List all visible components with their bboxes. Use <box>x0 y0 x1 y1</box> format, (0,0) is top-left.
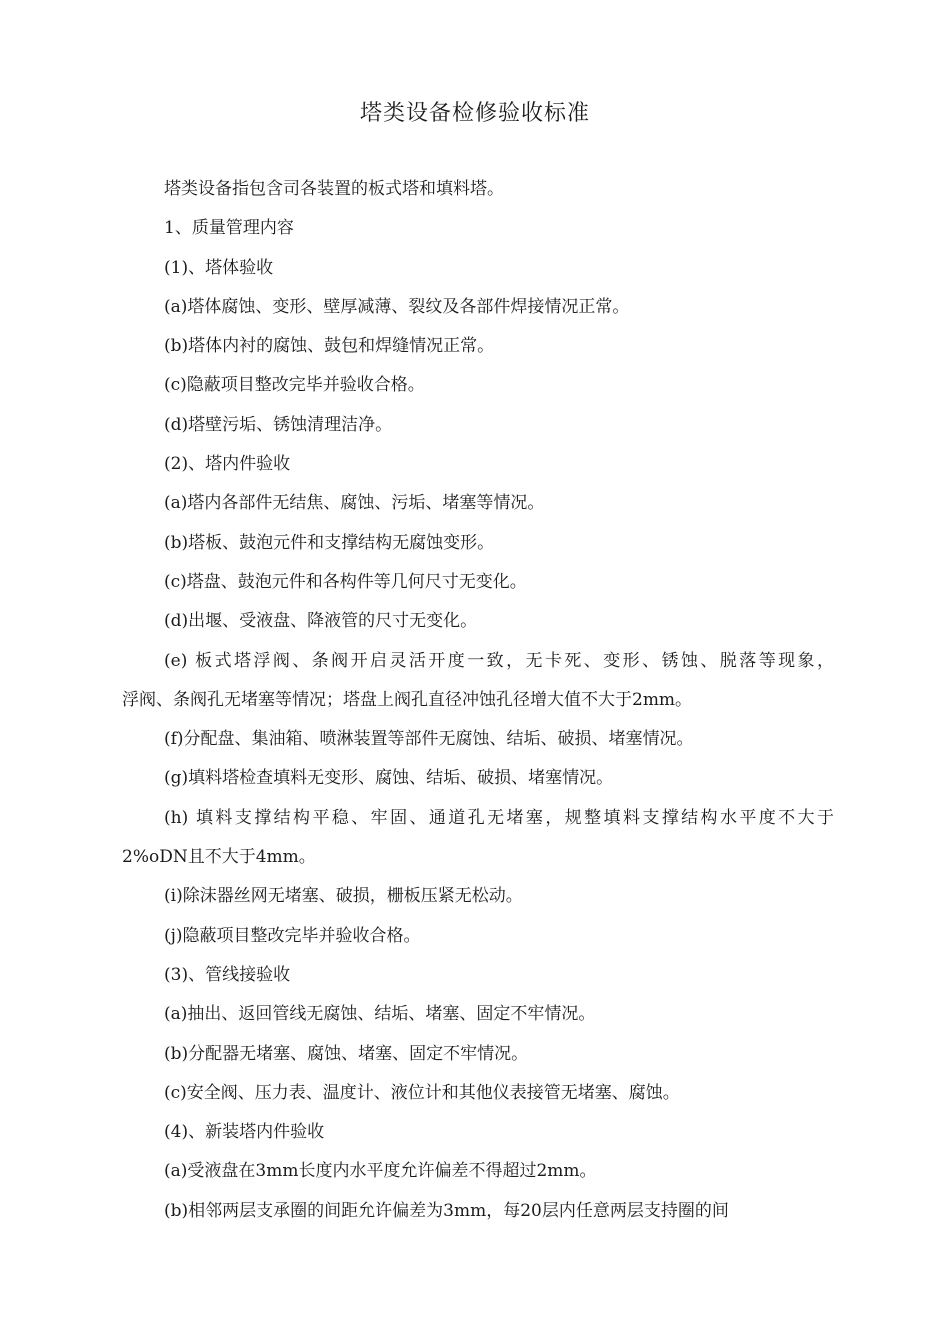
document-body <box>122 170 834 1231</box>
subsection-heading: (4)、新装塔内件验收 <box>164 1122 325 1143</box>
section-heading: 1、质量管理内容 <box>164 218 294 239</box>
paragraph-line: (a)塔体腐蚀、变形、壁厚减薄、裂纹及各部件焊接情况正常。 <box>164 296 630 317</box>
paragraph-line: (a)塔内各部件无结焦、腐蚀、污垢、堵塞等情况。 <box>164 493 545 514</box>
subsection-heading: (2)、塔内件验收 <box>164 454 291 475</box>
paragraph-line: (h) 填料支撑结构平稳、牢固、通道孔无堵塞，规整填料支撑结构水平度不大于 <box>164 807 834 828</box>
paragraph-line: (i)除沫器丝网无堵塞、破损，栅板压紧无松动。 <box>164 886 523 907</box>
paragraph-line: (c)隐蔽项目整改完毕并验收合格。 <box>164 375 425 396</box>
paragraph-line: (a)受液盘在3mm长度内水平度允许偏差不得超过2mm。 <box>164 1161 597 1182</box>
paragraph-line-continued: 2%oDN且不大于4mm。 <box>122 847 316 868</box>
paragraph-line: 塔类设备指包含司各装置的板式塔和填料塔。 <box>164 179 504 199</box>
document-title: 塔类设备检修验收标准 <box>359 101 590 126</box>
paragraph-line: (c)安全阀、压力表、温度计、液位计和其他仪表接管无堵塞、腐蚀。 <box>164 1082 680 1103</box>
paragraph-line: (b)分配器无堵塞、腐蚀、堵塞、固定不牢情况。 <box>164 1043 529 1064</box>
paragraph-line-continued: 浮阀、条阀孔无堵塞等情况；塔盘上阀孔直径冲蚀孔径增大值不大于2mm。 <box>122 689 693 710</box>
subsection-heading: (3)、管线接验收 <box>164 964 291 985</box>
paragraph-line: (c)塔盘、鼓泡元件和各构件等几何尺寸无变化。 <box>164 571 527 592</box>
paragraph-line: (b)塔板、鼓泡元件和支撑结构无腐蚀变形。 <box>164 532 495 553</box>
paragraph-line: (b)塔体内衬的腐蚀、鼓包和焊缝情况正常。 <box>164 336 495 357</box>
paragraph-line: (d)出堰、受液盘、降液管的尺寸无变化。 <box>164 611 478 632</box>
paragraph-line: (a)抽出、返回管线无腐蚀、结垢、堵塞、固定不牢情况。 <box>164 1004 596 1025</box>
paragraph-line: (g)填料塔检查填料无变形、腐蚀、结垢、破损、堵塞情况。 <box>164 768 614 789</box>
paragraph-line: (j)隐蔽项目整改完毕并验收合格。 <box>164 925 421 946</box>
subsection-heading: (1)、塔体验收 <box>164 257 274 278</box>
paragraph-line: (d)塔壁污垢、锈蚀清理洁净。 <box>164 414 393 435</box>
paragraph-line: (e) 板式塔浮阀、条阀开启灵活开度一致，无卡死、变形、锈蚀、脱落等现象， <box>164 650 834 671</box>
paragraph-line: (f)分配盘、集油箱、喷淋装置等部件无腐蚀、结垢、破损、堵塞情况。 <box>164 729 694 750</box>
paragraph-line: (b)相邻两层支承圈的间距允许偏差为3mm，每20层内任意两层支持圈的间 <box>164 1200 729 1221</box>
